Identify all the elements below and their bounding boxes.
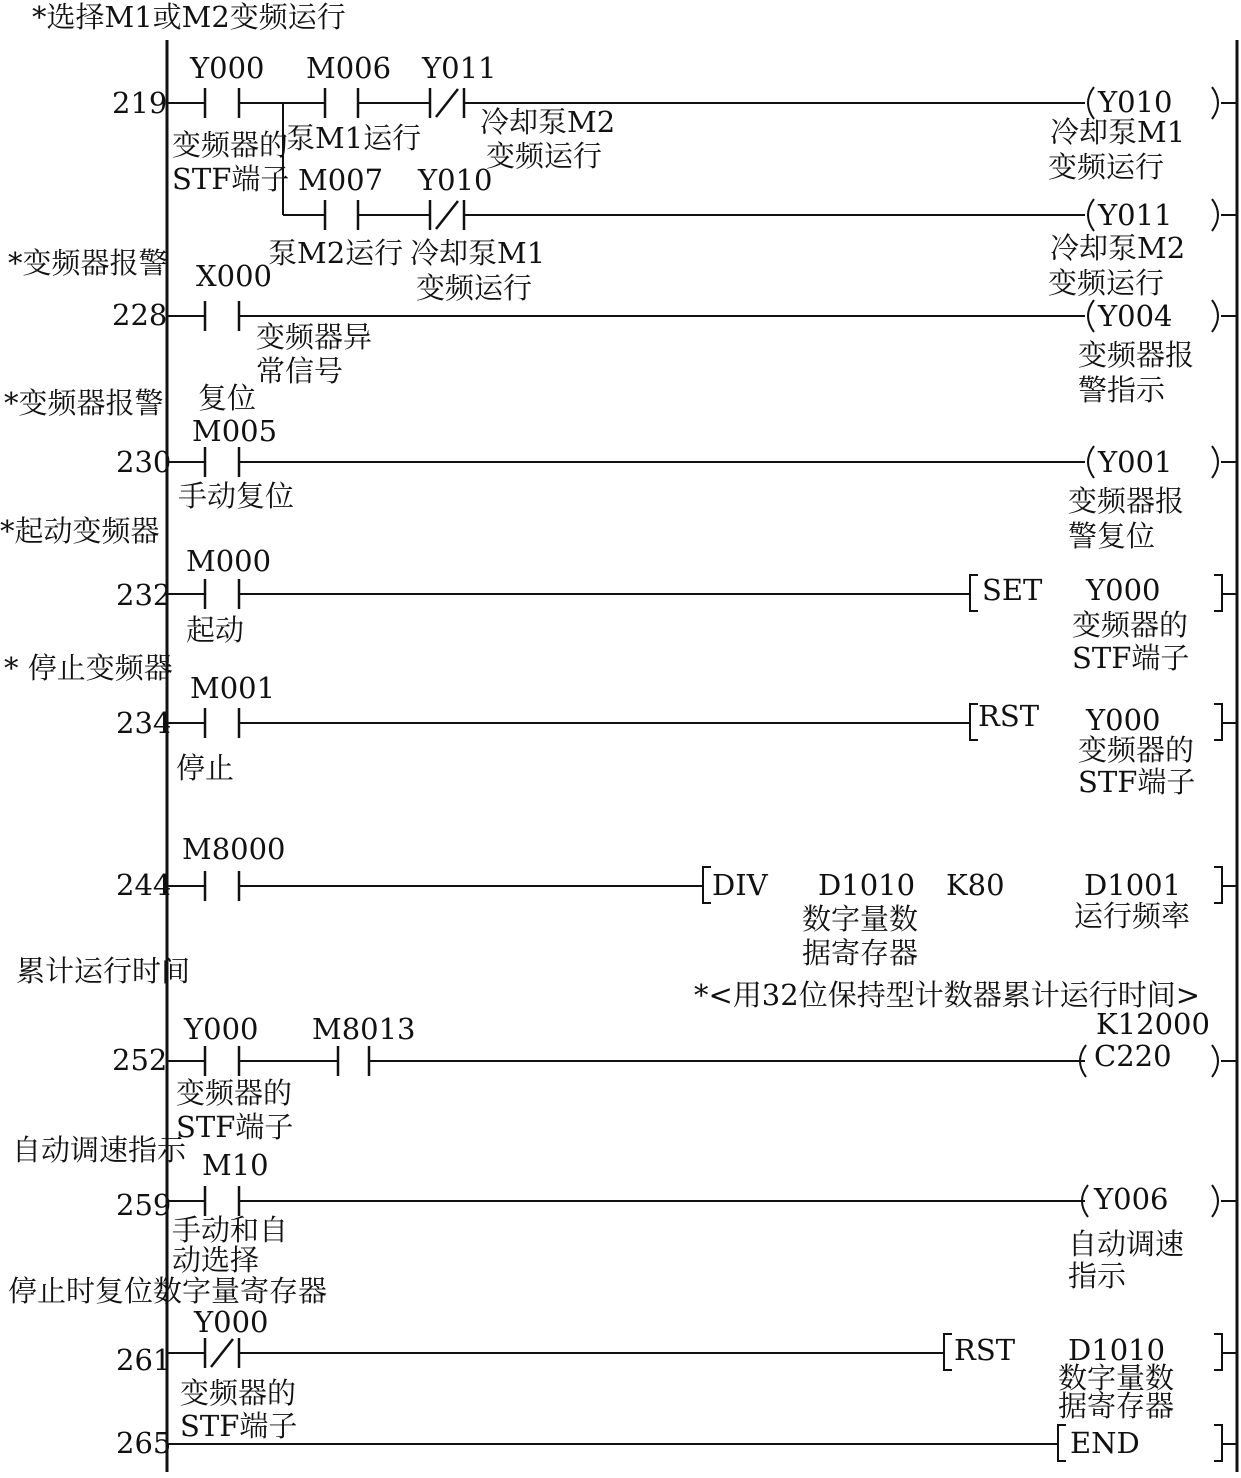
rung-232 [167, 544, 1237, 675]
contact-m10-no [205, 1186, 239, 1216]
contact-address-m000: M000 [186, 544, 272, 578]
coil-address-c220: C220 [1094, 1039, 1172, 1073]
rung-219 [167, 51, 1237, 305]
contact-address-m001: M001 [190, 671, 276, 705]
rung-244 [167, 832, 1237, 970]
contact-label-line1: 起动 [186, 613, 245, 647]
contact-y000-nc [205, 1338, 239, 1368]
comment-219: *选择M1或M2变频运行 [32, 0, 346, 34]
contact-y000-no [205, 1046, 239, 1076]
counter-preset: K12000 [1096, 1007, 1210, 1041]
coil-address-y010: Y010 [1098, 85, 1173, 119]
contact-address-y011: Y011 [422, 51, 497, 85]
coil-label-line2: 指示 [1068, 1259, 1127, 1293]
contact-label-line1: 变频器的 [176, 1076, 293, 1110]
coil-label-line2: 警指示 [1078, 373, 1166, 407]
contact-address-m006: M006 [306, 51, 392, 85]
rung-230 [167, 414, 1237, 553]
comment-232: *起动变频器 [0, 514, 160, 548]
coil-label-line1: 变频器报 [1068, 484, 1185, 518]
contact-label-line1: 泵M1运行 [286, 121, 422, 155]
contact-label-line1: 停止 [176, 751, 235, 785]
source1-label-line1: 数字量数 [802, 902, 919, 936]
coil-label-line1: 冷却泵M1 [1050, 115, 1186, 149]
contact-label-line1: 泵M2运行 [268, 236, 404, 270]
coil-label-line1: 冷却泵M2 [1050, 231, 1186, 265]
contact-label-line1: 变频器的 [180, 1376, 297, 1410]
comment-252: 累计运行时间 [16, 954, 191, 988]
contact-m8013-no [338, 1046, 369, 1076]
instruction-op-end: END [1070, 1426, 1140, 1460]
comment-252-right: *<用32位保持型计数器累计运行时间> [694, 978, 1200, 1012]
comment-261: 停止时复位数字量寄存器 [8, 1274, 328, 1308]
contact-label-line1: 冷却泵M2 [480, 105, 616, 139]
comment-259: 自动调速指示 [12, 1133, 187, 1167]
contact-label-line2: 动选择 [172, 1243, 260, 1277]
instruction-device-y000: Y000 [1086, 573, 1161, 607]
contact-m8000-no [205, 871, 239, 901]
instruction-op-rst: RST [978, 699, 1040, 733]
contact-address-m005: M005 [192, 414, 278, 448]
contact-address-m007: M007 [298, 163, 384, 197]
source1-label-line2: 据寄存器 [802, 936, 919, 970]
device-label-line1: 变频器的 [1078, 733, 1195, 767]
contact-y010-nc [430, 200, 464, 230]
contact-address-y010: Y010 [418, 163, 493, 197]
instruction-source2: K80 [946, 868, 1005, 902]
coil-address-y004: Y004 [1098, 299, 1173, 333]
coil-label-line2: 变频运行 [1048, 150, 1165, 184]
rung-265 [167, 1425, 1237, 1461]
device-label-line1: 数字量数 [1058, 1361, 1175, 1395]
contact-label-line2: 变频运行 [416, 271, 533, 305]
device-label-line2: STF端子 [1078, 765, 1196, 799]
contact-label-line1: 手动复位 [178, 479, 295, 513]
contact-m005-no [205, 447, 239, 477]
instruction-op-set: SET [982, 573, 1043, 607]
step-number-244: 244 [116, 868, 172, 902]
coil-address-y006: Y006 [1094, 1182, 1169, 1216]
contact-m001-no [205, 708, 239, 738]
contact-address-m10: M10 [202, 1148, 269, 1182]
instruction-destination: D1001 [1084, 868, 1182, 902]
step-number-234: 234 [116, 706, 172, 740]
contact-address-m8013: M8013 [312, 1012, 416, 1046]
contact-label-line1: 手动和自 [172, 1213, 289, 1247]
coil-label-line1: 变频器报 [1078, 338, 1195, 372]
contact-label-line2: 常信号 [256, 354, 344, 388]
comment-234: * 停止变频器 [4, 651, 173, 685]
step-number-252: 252 [112, 1043, 168, 1077]
destination-label-line1: 运行频率 [1074, 899, 1191, 933]
instruction-device-d1010: D1010 [1068, 1333, 1166, 1367]
step-number-219: 219 [112, 86, 168, 120]
instruction-op-rst: RST [954, 1333, 1016, 1367]
contact-y011-nc [430, 88, 464, 118]
step-number-232: 232 [116, 578, 172, 612]
device-label-line2: STF端子 [1072, 641, 1190, 675]
rung-261 [167, 1305, 1237, 1443]
contact-m006-no [325, 88, 358, 118]
contact-label-line2: STF端子 [180, 1409, 298, 1443]
comment-230-reset: 复位 [198, 381, 257, 415]
step-number-228: 228 [112, 298, 168, 332]
contact-address-y000: Y000 [190, 51, 265, 85]
rung-252 [167, 1007, 1237, 1144]
contact-label-line1: 变频器异 [256, 320, 373, 354]
contact-y000-no [205, 88, 239, 118]
contact-label-line2: STF端子 [176, 1110, 294, 1144]
coil-address-y001: Y001 [1098, 445, 1173, 479]
contact-address-y000: Y000 [184, 1012, 259, 1046]
contact-label-line2: 变频运行 [486, 139, 603, 173]
contact-label-line2: STF端子 [172, 162, 290, 196]
instruction-device-y000: Y000 [1086, 703, 1161, 737]
comment-230: *变频器报警 [4, 386, 164, 420]
device-label-line2: 据寄存器 [1058, 1389, 1175, 1423]
contact-address-m8000: M8000 [182, 832, 286, 866]
device-label-line1: 变频器的 [1072, 608, 1189, 642]
contact-x000-no [205, 301, 239, 331]
contact-m007-no [325, 200, 358, 230]
comment-228: *变频器报警 [8, 246, 168, 280]
contact-m000-no [205, 579, 239, 609]
contact-address-x000: X000 [196, 259, 272, 293]
contact-label-line1: 冷却泵M1 [410, 236, 546, 270]
rung-259 [167, 1148, 1237, 1293]
instruction-source1: D1010 [818, 868, 916, 902]
contact-label-line1: 变频器的 [172, 128, 289, 162]
coil-address-y011: Y011 [1098, 198, 1173, 232]
rung-234 [167, 671, 1237, 799]
coil-label-line2: 警复位 [1068, 519, 1156, 553]
step-number-230: 230 [116, 445, 172, 479]
contact-address-y000: Y000 [194, 1305, 269, 1339]
coil-label-line2: 变频运行 [1048, 266, 1165, 300]
coil-label-line1: 自动调速 [1068, 1227, 1185, 1261]
step-number-265: 265 [116, 1426, 172, 1460]
instruction-op-div: DIV [712, 868, 768, 902]
step-number-259: 259 [116, 1188, 172, 1222]
step-number-261: 261 [116, 1343, 172, 1377]
